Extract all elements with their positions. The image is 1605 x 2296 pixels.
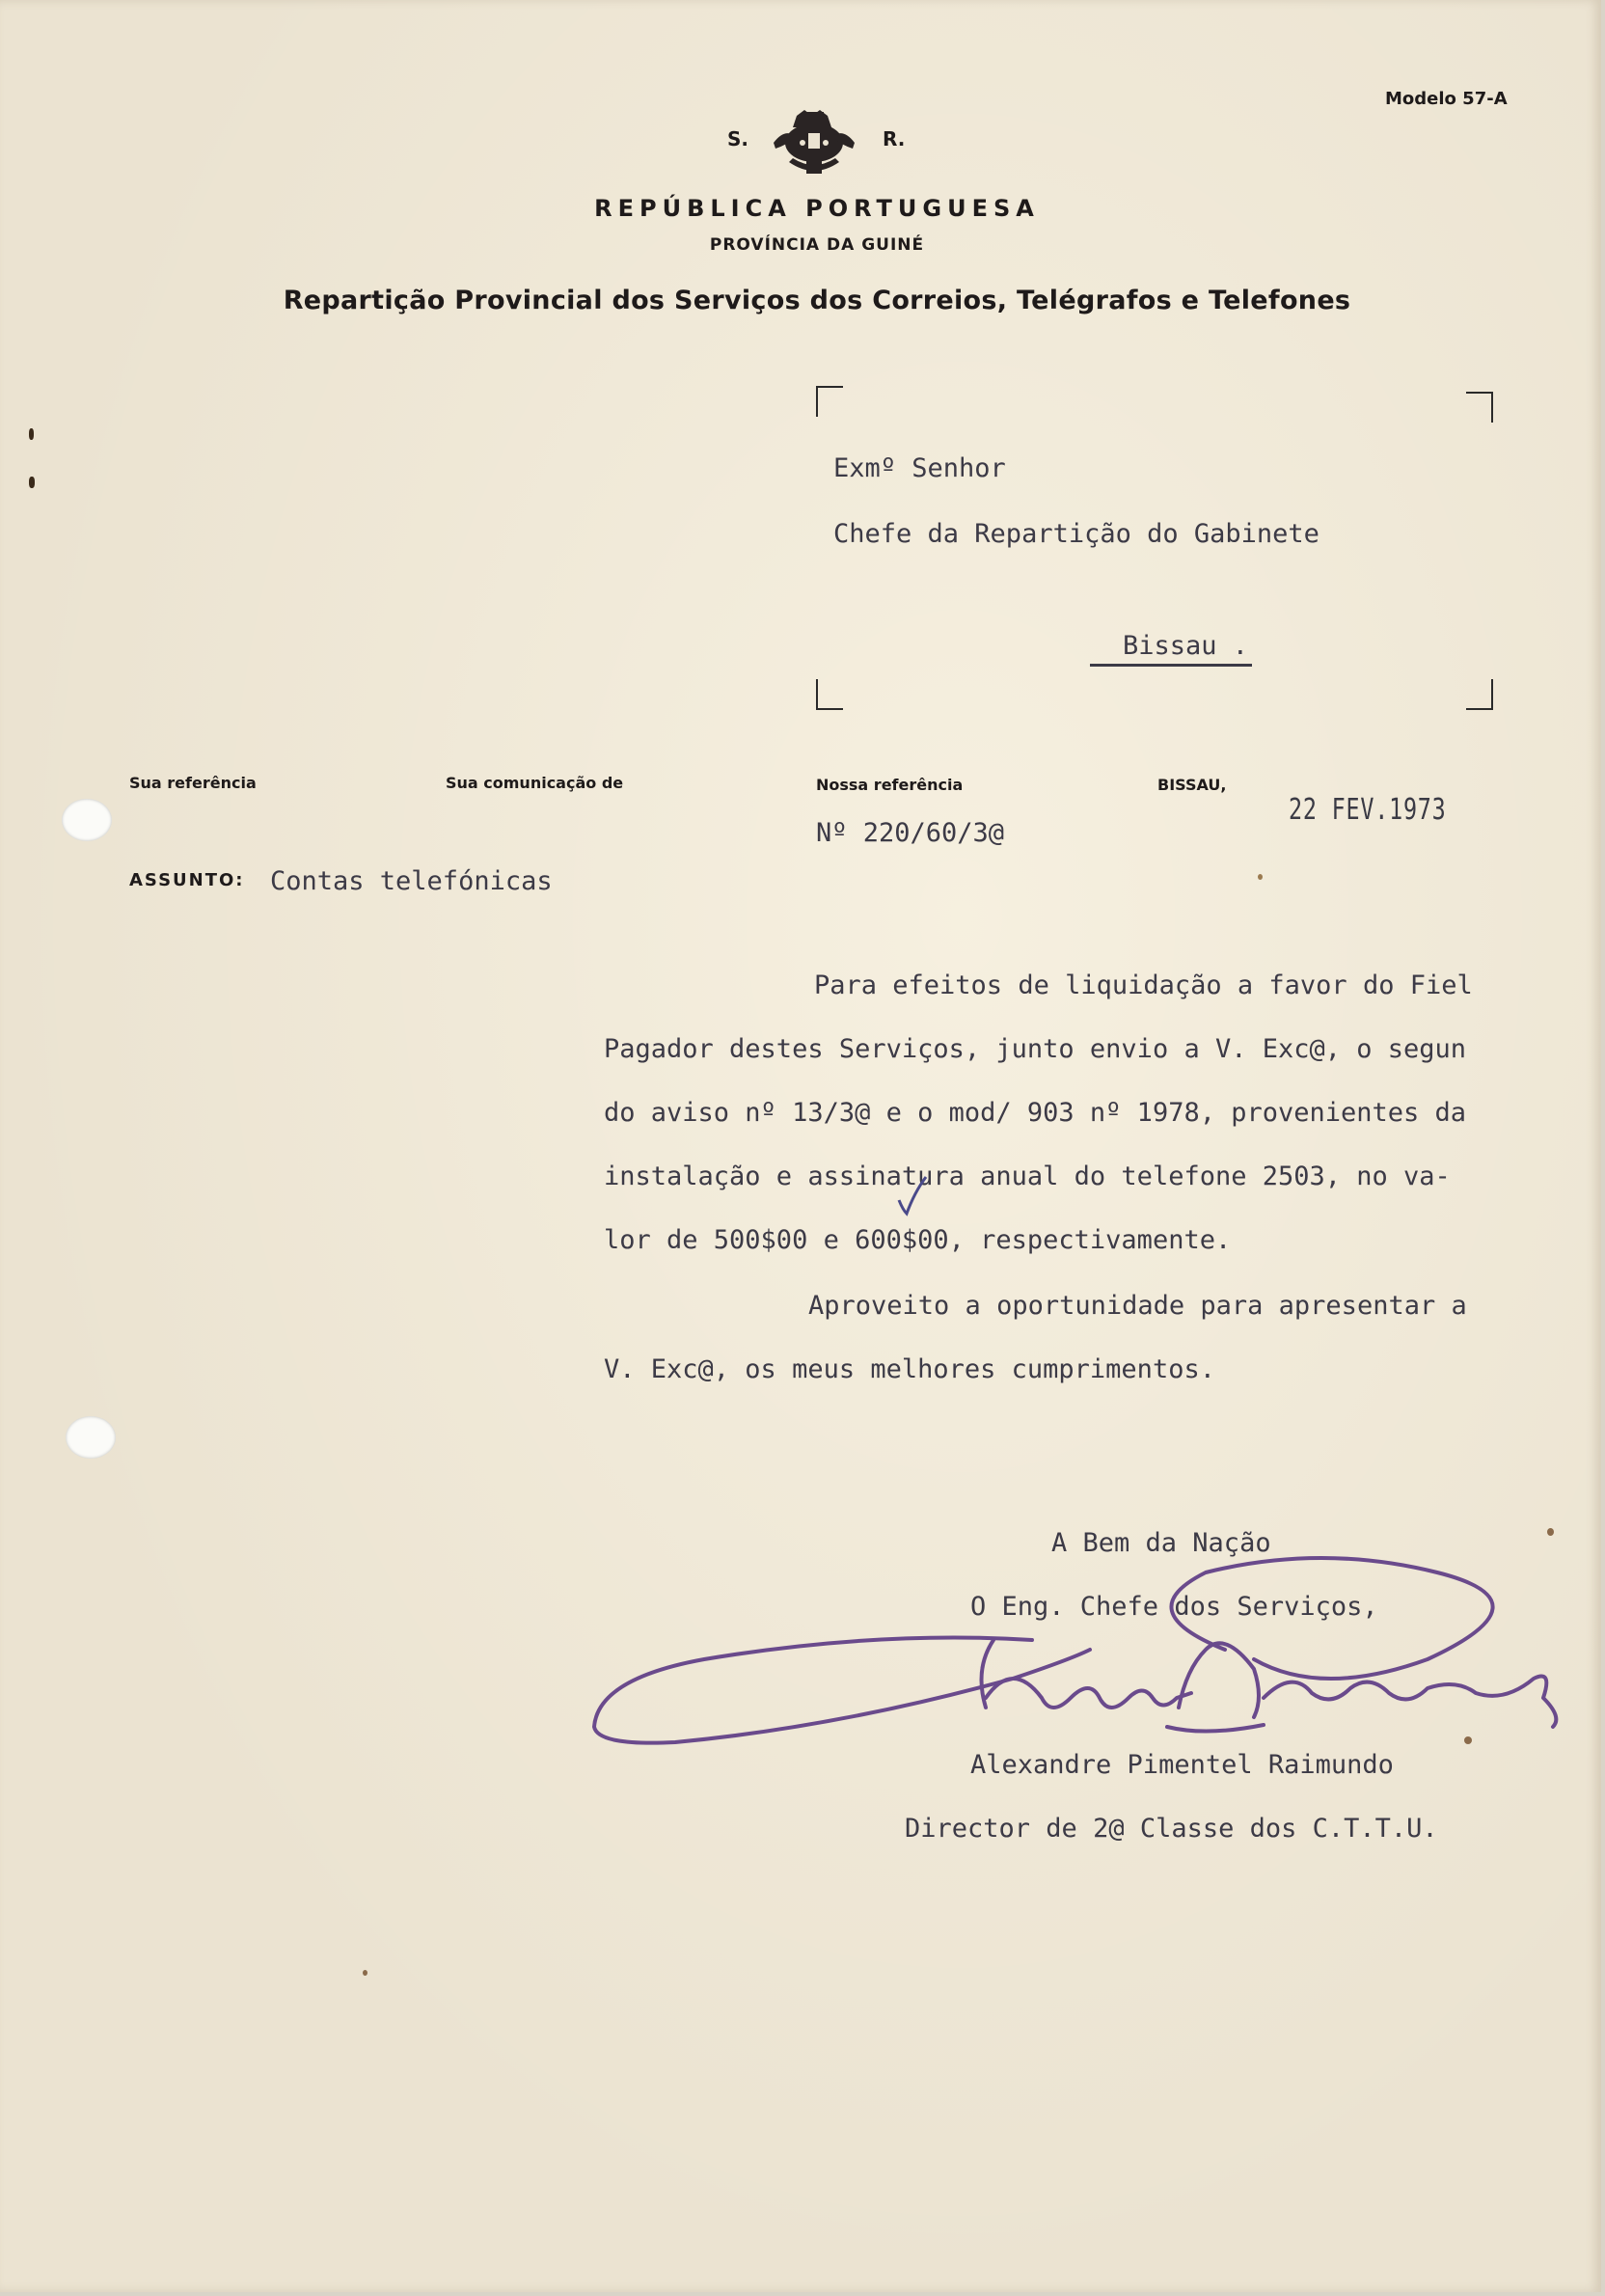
punch-hole-lower: [66, 1416, 116, 1459]
closing-salutation: A Bem da Nação: [1051, 1528, 1271, 1558]
subject-value: Contas telefónicas: [270, 866, 553, 896]
stain-speck: [1464, 1736, 1472, 1744]
address-corner-top-left: [816, 386, 843, 417]
signatory-name: Alexandre Pimentel Raimundo: [970, 1750, 1394, 1780]
s-initial: S.: [727, 127, 749, 150]
bissau-date-label: BISSAU,: [1157, 776, 1227, 794]
address-city-underline: [1090, 664, 1252, 667]
check-mark-annotation: [893, 1173, 932, 1217]
our-reference-label: Nossa referência: [816, 776, 964, 794]
form-model-number: Modelo 57-A: [1385, 89, 1508, 109]
address-salutation: Exmº Senhor: [833, 453, 1006, 483]
province-subtitle: PROVÍNCIA DA GUINÉ: [709, 235, 925, 255]
stain-speck: [1547, 1528, 1554, 1536]
department-heading: Repartição Provincial dos Serviços dos Correios, Telégrafos e Telefones: [283, 286, 1351, 315]
address-recipient: Chefe da Repartição do Gabinete: [833, 519, 1319, 549]
signatory-position: Director de 2@ Classe dos C.T.T.U.: [905, 1814, 1438, 1844]
address-corner-top-right: [1466, 392, 1493, 423]
stain-speck: [363, 1970, 367, 1976]
ink-speck: [29, 428, 34, 440]
signatory-title: O Eng. Chefe dos Serviços,: [970, 1592, 1378, 1622]
body-line-4: instalação e assinatura anual do telefone 2503, no va-: [604, 1162, 1451, 1191]
subject-label: ASSUNTO:: [129, 870, 245, 890]
body-line-2: Pagador destes Serviços, junto envio a V. Exc@, o segun: [604, 1034, 1467, 1064]
body-line-5: lor de 500$00 e 600$00, respectivamente.: [604, 1225, 1232, 1255]
address-city: Bissau .: [1123, 631, 1249, 661]
address-corner-bottom-right: [1466, 679, 1493, 710]
body-line-1: Para efeitos de liquidação a favor do Fiel: [814, 970, 1473, 1000]
body-line-3: do aviso nº 13/3@ e o mod/ 903 nº 1978, provenientes da: [604, 1098, 1467, 1128]
ink-speck: [29, 477, 35, 488]
punch-hole-upper: [62, 799, 112, 841]
your-reference-label: Sua referência: [129, 774, 257, 792]
body-line-6: Aproveito a oportunidade para apresentar a: [808, 1291, 1467, 1321]
handwritten-signature: [588, 1553, 1572, 1765]
republic-title: REPÚBLICA PORTUGUESA: [594, 195, 1040, 222]
stain-speck: [1258, 874, 1263, 880]
r-initial: R.: [883, 127, 906, 150]
address-corner-bottom-left: [816, 679, 843, 710]
our-reference-number: Nº 220/60/3@: [816, 818, 1005, 848]
body-line-7: V. Exc@, os meus melhores cumprimentos.: [604, 1354, 1215, 1384]
date-stamp: 22 FEV.1973: [1289, 793, 1447, 827]
your-communication-label: Sua comunicação de: [446, 774, 624, 792]
coat-of-arms-emblem: [768, 106, 860, 179]
